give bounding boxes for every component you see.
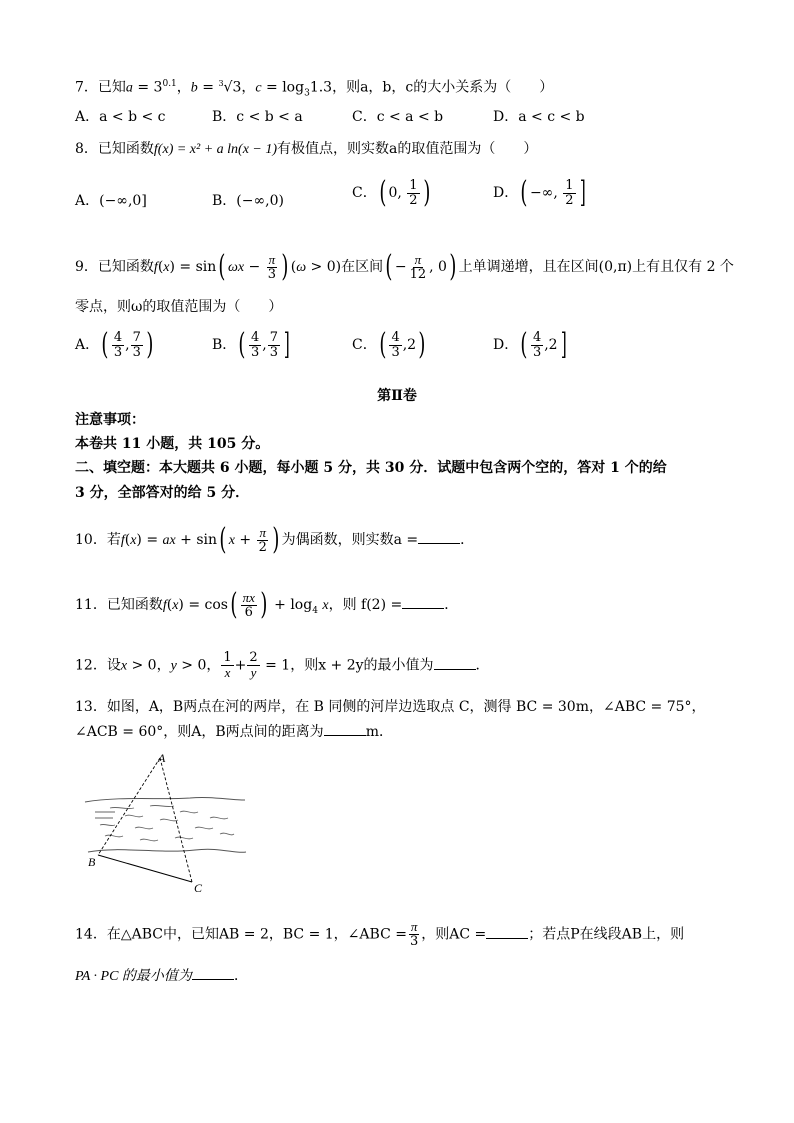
q10: 10．若f(x) = ax + sin( x + $\frac{\pi}{2}$ ) 为偶函数，则实数a = ． xyxy=(75,522,475,557)
q14-answer-blank-2[interactable] xyxy=(192,967,234,980)
q8-option-b: B．(−∞,0) xyxy=(212,193,284,209)
label-b: B xyxy=(88,855,96,869)
q13-answer-blank[interactable] xyxy=(324,723,366,736)
label-a: A xyxy=(158,751,166,765)
q14-line2-prefix: PA · PC 的最小值为 xyxy=(75,969,192,984)
river-figure xyxy=(80,750,250,900)
part2-title: 第Ⅱ卷 xyxy=(377,388,417,404)
river-bank-lower xyxy=(88,849,246,852)
q10-end: ． xyxy=(460,532,475,548)
q11-answer-blank[interactable] xyxy=(402,596,444,609)
q8-option-c: C．( 0, $\frac{1}{2}$ ) xyxy=(352,175,430,210)
q9-option-a: A．( $\frac{4}{3}$ , $\frac{7}{3}$ ) xyxy=(75,327,154,362)
q9-interval2: (0,π) xyxy=(598,259,633,275)
q9-option-c: C．( $\frac{4}{3}$ ,2) xyxy=(352,327,426,362)
q14-line2-end: ． xyxy=(233,968,248,984)
q7-option-a: A．a < b < c xyxy=(75,109,166,125)
q13-line2-end: m． xyxy=(365,724,393,740)
q7-prefix: 7．已知 xyxy=(75,79,126,96)
q11-prefix: 11．已知函数 xyxy=(75,597,163,613)
q9-middle2: 上单调递增，且在区间 xyxy=(458,259,599,275)
q12-tail: ，则x + 2y的最小值为 xyxy=(290,657,434,674)
q14-mid: ，则AC = xyxy=(421,926,487,943)
q14-line2 xyxy=(75,966,248,987)
label-c: C xyxy=(194,881,203,895)
q8-prefix: 8．已知函数 xyxy=(75,141,154,157)
q7-option-b: B．c < b < a xyxy=(212,109,303,125)
section-header-line1: 二、填空题：本大题共 6 小题，每小题 5 分，共 30 分．试题中包含两个空的，答对 1 个的给 xyxy=(75,460,667,476)
q8-option-a: A．(−∞,0] xyxy=(75,193,147,209)
q11-tail: ，则 f(2) = xyxy=(328,597,403,613)
q13-line1: 13．如图，A，B两点在河的两岸，在 B 同侧的河岸边选取点 C，测得 BC = 30m，∠ABC = 75°， xyxy=(75,699,706,715)
q7-option-d: D．a < c < b xyxy=(493,109,585,125)
section-header-line2: 3 分，全部答对的给 5 分． xyxy=(75,485,250,501)
notice-body: 本卷共 11 小题，共 105 分。 xyxy=(75,436,270,452)
segment-ac xyxy=(160,758,192,882)
q14-answer-blank-1[interactable] xyxy=(486,926,528,939)
q14-line1: 14．在△ABC中，已知AB = 2，BC = 1，∠ABC = $\frac{\pi}{3}$ ，则AC = ；若点P在线段AB上，则 xyxy=(75,919,685,949)
q8-tail: 有极值点，则实数a的取值范围为（ ） xyxy=(277,141,538,157)
q9-tail: 上有且仅有 2 个 xyxy=(632,259,734,275)
q9-option-d: D．( $\frac{4}{3}$ ,2] xyxy=(493,327,567,362)
q14-tail: ；若点P在线段AB上，则 xyxy=(528,926,685,943)
q8-stem xyxy=(75,139,537,160)
q13-line2-prefix: ∠ACB = 60°，则A，B两点间的距离为 xyxy=(75,724,324,740)
q9-option-b: B．( $\frac{4}{3}$ , $\frac{7}{3}$ ] xyxy=(212,327,290,362)
q11-end: ． xyxy=(444,597,459,613)
q9-stem-line1: 9．已知函数f(x) = sin( ωx − $\frac{\pi}{3}$ ) (ω > 0)在区间( − $\frac{\pi}{12}$ , 0) 上单调递增，且在区间(0,π)上有且仅有 2 个 xyxy=(75,249,734,284)
q10-answer-blank[interactable] xyxy=(418,531,460,544)
q14-prefix: 14．在△ABC中，已知AB = 2，BC = 1，∠ABC = xyxy=(75,926,407,943)
water-strokes xyxy=(95,805,234,840)
q9-stem-line2: 零点，则ω的取值范围为（ ） xyxy=(75,299,283,315)
q12-answer-blank[interactable] xyxy=(434,657,476,670)
segment-bc xyxy=(98,855,192,882)
q7-stem: 7．已知$a = 3^{0.1}$，b = $^3$√3，$c = \log_31.3$，则a，b，c的大小关系为（ ） xyxy=(75,79,554,99)
notice-title: 注意事项： xyxy=(75,412,145,428)
q7-option-c: C．c < a < b xyxy=(352,109,444,125)
q11: 11．已知函数f(x) = cos( $\frac{\pi x}{6}$ ) + $\log_4 x$，则 f(2) = ． xyxy=(75,587,459,622)
river-bank-upper xyxy=(85,797,245,802)
q12-prefix: 12．设 xyxy=(75,657,121,674)
q10-prefix: 10．若 xyxy=(75,532,121,548)
q12: 12．设x > 0，y > 0， $\frac{1}{x}$ + $\frac{2}{y}$ = 1，则x + 2y的最小值为 ． xyxy=(75,650,490,680)
q8-option-d: D．( −∞, $\frac{1}{2}$ ] xyxy=(493,175,586,210)
q9-middle: 在区间 xyxy=(341,259,384,275)
q8-function: f(x) = x² + a ln(x − 1) xyxy=(153,142,278,157)
q12-end: ． xyxy=(475,657,490,674)
q10-tail: 为偶函数，则实数a = xyxy=(281,532,419,548)
q9-prefix: 9．已知函数 xyxy=(75,259,154,275)
q13-line2 xyxy=(75,722,393,742)
q7-tail: ，则a，b，c的大小关系为（ ） xyxy=(332,79,554,96)
